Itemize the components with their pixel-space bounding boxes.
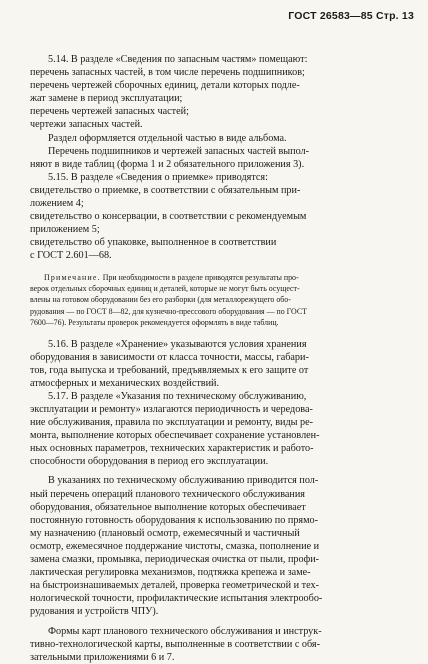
text-line: перечень запасных частей, в том числе перечень подшипников; [30, 67, 305, 79]
section-5-14 [30, 53, 408, 171]
text-line: тивно-технологической карты, выполненные в соответствии с обя- [30, 638, 320, 650]
note-text: При необходимости в разделе приводятся результаты про- [102, 272, 299, 282]
text-line: на быстроизнашиваемых деталей, проверка геометрической и тех- [30, 580, 319, 592]
text-line: с ГОСТ 2.601—68. [30, 250, 112, 262]
text-line: ние обслуживания, правила по эксплуатации и ремонту, виды ре- [30, 417, 314, 429]
document-body [30, 53, 408, 664]
note-line: влены на готовом оборудовании без его разборки (для металлорежущего обо- [30, 295, 291, 305]
text-line: монта, выполнение которых обеспечивает сохранение установлен- [30, 430, 320, 442]
text-line: замена смазки, промывка, периодическая очистка от пыли, профи- [30, 554, 320, 566]
text-line: свидетельство о консервации, в соответствии с рекомендуемым [30, 211, 307, 223]
text-line: жат замене в период эксплуатации; [30, 93, 183, 105]
text-line: 5.16. В разделе «Хранение» указываются условия хранения [48, 338, 307, 350]
text-line: нологической точности, профилактические испытания электрообо- [30, 593, 323, 605]
text-line: му назначению (плановый осмотр, ежемесячный и частичный [30, 527, 300, 539]
text-line: осмотр, ежемесячное поддержание чистоты, смазка, пополнение и [30, 540, 320, 552]
section-5-16 [30, 338, 408, 390]
text-line: рудования и устройств ЧПУ). [30, 606, 159, 618]
note-label: Примечание. [44, 272, 101, 282]
text-line: 5.17. В разделе «Указания по техническому обслуживанию, [48, 390, 307, 402]
text-line: зательными приложениями 6 и 7. [30, 651, 175, 663]
forms-paragraph [30, 625, 408, 664]
text-line: способности оборудования в период его эксплуатации. [30, 456, 269, 468]
maintenance-paragraph [30, 474, 408, 618]
text-line: В указаниях по техническому обслуживанию приводится пол- [48, 475, 319, 487]
text-line: приложением 5; [30, 224, 100, 236]
text-line: ложением 4; [30, 198, 84, 210]
note-block [30, 272, 408, 329]
note-line: верок отдельных сборочных единиц и деталей, которые не могут быть осущест- [30, 283, 300, 293]
text-line: постоянную готовность оборудования к использованию по прямо- [30, 514, 319, 526]
page-header: ГОСТ 26583—85 Стр. 13 [288, 10, 414, 22]
text-line: тов, года выпуска и требований, предъявляемых к его защите от [30, 364, 309, 376]
text-line: перечень чертежей запасных частей; [30, 106, 189, 118]
text-line: атмосферных и механических воздействий. [30, 377, 220, 389]
section-5-17 [30, 390, 408, 469]
text-line: 5.14. В разделе «Сведения по запасным частям» помещают: [48, 54, 308, 65]
text-line: перечень чертежей сборочных единиц, детали которых подле- [30, 80, 300, 92]
section-5-15 [30, 171, 408, 263]
text-line: ных основных параметров, технических характеристик и работо- [30, 443, 314, 455]
text-line: ный перечень операций планового технического обслуживания [30, 488, 305, 500]
text-line: оборудования, обязательное выполнение которых обеспечивает [30, 501, 306, 513]
text-line: эксплуатации и ремонту» излагаются периодичность и чередова- [30, 404, 313, 415]
text-line: оборудования в зависимости от класса точности, массы, габари- [30, 351, 309, 363]
text-line: няют в виде таблиц (форма 1 и 2 обязательного приложения 3). [30, 158, 305, 170]
text-line: свидетельство об упаковке, выполненное в соответствии [30, 237, 277, 249]
text-line: 5.15. В разделе «Сведения о приемке» приводятся: [48, 171, 268, 183]
text-line: лактическая регулировка механизмов, подтяжка крепежа и заме- [30, 567, 311, 579]
note-line: 7600—76). Результаты проверок рекомендуется оформлять в виде таблиц. [30, 318, 279, 328]
text-line: Раздел оформляется отдельной частью в виде альбома. [48, 132, 287, 144]
note-line: рудования — по ГОСТ 8—82, для кузнечно-прессового оборудования — по ГОСТ [30, 306, 307, 316]
text-line: чертежи запасных частей. [30, 119, 143, 131]
text-line: свидетельство о приемке, в соответствии с обязательным при- [30, 184, 301, 196]
note-line [30, 272, 408, 283]
text-line: Перечень подшипников и чертежей запасных частей выпол- [48, 145, 310, 157]
text-line: Формы карт планового технического обслуживания и инструк- [48, 625, 322, 637]
